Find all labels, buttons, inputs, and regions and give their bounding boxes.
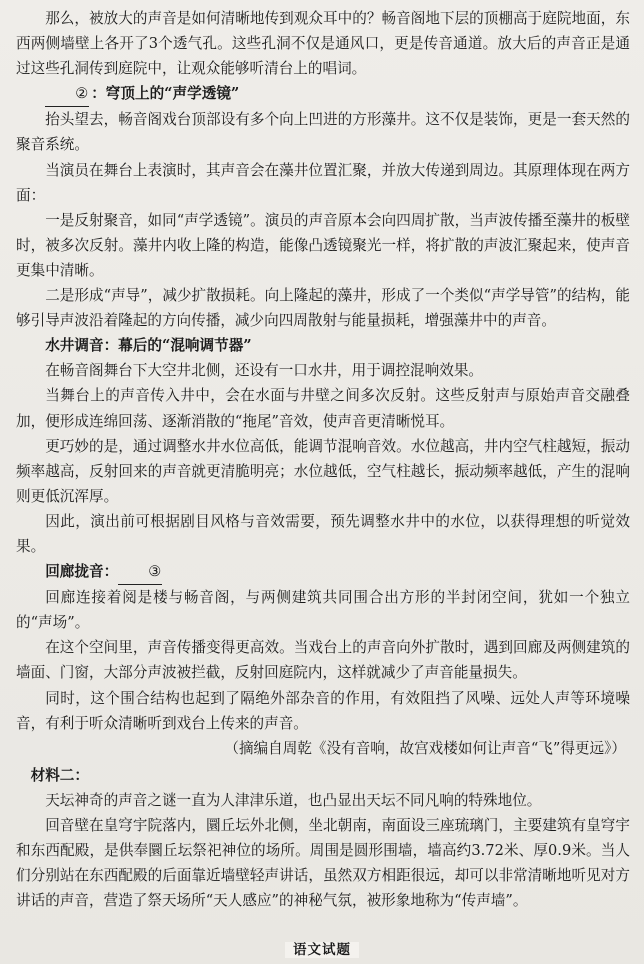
section-3-paragraph: 回廊连接着阅是楼与畅音阁，与两侧建筑共同围合出方形的半封闭空间，犹如一个独立的“声场”。: [16, 589, 630, 632]
section-3-paragraph: 在这个空间里，声音传播变得更高效。当戏台上的声音向外扩散时，遇到回廊及两侧建筑的墙面、门窗，大部分声波被拦截，反射回庭院内，这样就减少了声音能量损失。: [16, 639, 630, 682]
section-3-paragraph: 同时，这个围合结构也起到了隔绝外部杂音的作用，有效阻挡了风噪、远处人声等环境噪音，有利于听众清晰听到戏台上传来的声音。: [16, 689, 630, 732]
section-2-heading: [16, 81, 630, 107]
material-2-paragraph: 天坛神奇的声音之谜一直为人津津乐道，也凸显出天坛不同凡响的特殊地位。: [45, 791, 542, 809]
section-2-paragraph: 一是反射聚音，如同“声学透镜”。演员的声音原本会向四周扩散，当声波传播至藻井的板壁时，被多次反射。藻井内收上隆的构造，能像凸透镜聚光一样，将扩散的声波汇聚起来，使声音更集中清晰。: [16, 211, 630, 279]
section-3-prefix: 回廊拢音：: [45, 563, 119, 581]
section-3-heading: [16, 559, 630, 585]
material-2-label: 材料二：: [30, 766, 89, 784]
page-footer: [0, 938, 644, 958]
section-2-paragraph: 二是形成“声导”，减少扩散损耗。向上隆起的藻井，形成了一个类似“声学导管”的结构，能够引导声波沿着隆起的方向传播，减少向四周散射与能量损耗，增强藻井中的声音。: [16, 287, 630, 330]
section-well-paragraph: 在畅音阁舞台下大空井北侧，还设有一口水井，用于调控混响效果。: [45, 362, 484, 380]
intro-paragraph: 那么，被放大的声音是如何清晰地传到观众耳中的？畅音阁地下层的顶棚高于庭院地面，东西两侧墙壁上各开了3个透气孔。这些孔洞不仅是通风口，更是传音通道。放大后的声音正是通过这些孔洞传到庭院中，让观众能够听清台上的唱词。: [16, 10, 630, 78]
footer-text: 语文试题: [285, 942, 359, 958]
section-2-title: ：穹顶上的“声学透镜”: [91, 85, 240, 103]
answer-blank-2: ②: [45, 81, 89, 107]
section-2-paragraph: 抬头望去，畅音阁戏台顶部设有多个向上凹进的方形藻井。这不仅是装饰，更是一套天然的聚音系统。: [16, 111, 630, 154]
answer-blank-3: ③: [118, 559, 162, 585]
source-citation: （摘编自周乾《没有音响，故宫戏楼如何让声音“飞”得更远》）: [224, 739, 626, 757]
section-well-paragraph: 更巧妙的是，通过调整水井水位高低，能调节混响音效。水位越高，井内空气柱越短，振动频率越高，反射回来的声音就更清脆明亮；水位越低，空气柱越长，振动频率越低，产生的混响则更低沉浑厚。: [16, 437, 630, 505]
section-well-paragraph: 因此，演出前可根据剧目风格与音效需要，预先调整水井中的水位，以获得理想的听觉效果。: [16, 512, 630, 555]
section-2-paragraph: 当演员在舞台上表演时，其声音会在藻井位置汇聚，并放大传递到周边。其原理体现在两方面：: [16, 161, 630, 204]
section-well-paragraph: 当舞台上的声音传入井中，会在水面与井壁之间多次反射。这些反射声与原始声音交融叠加，便形成连绵回荡、逐渐消散的“拖尾”音效，使声音更清晰悦耳。: [16, 387, 630, 430]
section-well-heading: 水井调音：幕后的“混响调节器”: [45, 337, 252, 355]
material-2-paragraph: 回音壁在皇穹宇院落内，圜丘坛外北侧，坐北朝南，南面设三座琉璃门，主要建筑有皇穹宇和东西配殿，是供奉圜丘坛祭祀神位的场所。周围是圆形围墙，墙高约3.72米、厚0.9米。当人们分别站在东西配殿的后面靠近墙壁轻声讲话，虽然双方相距很远，却可以非常清晰地听见对方讲话的声音，营造了祭天场所“天人感应”的神秘气氛，被形象地称为“传声墙”。: [16, 817, 630, 910]
